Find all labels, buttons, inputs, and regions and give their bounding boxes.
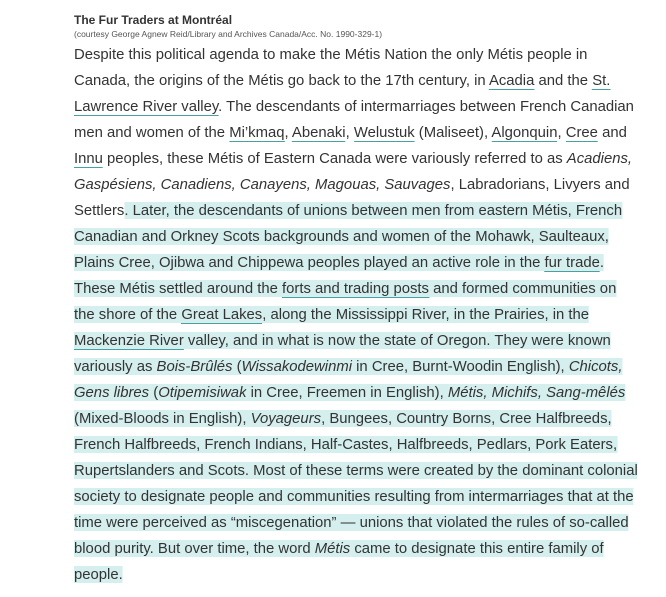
- text: Settlers: [74, 202, 125, 219]
- italic-text: Gens libres: [74, 384, 150, 401]
- text-line: [74, 484, 654, 510]
- highlighted-text: came to designate this entire family of: [350, 540, 604, 557]
- link-algonquin[interactable]: Algonquin: [491, 124, 558, 141]
- highlighted-text: Plains Cree, Ojibwa and Chippewa peoples played an active role in the: [74, 254, 545, 271]
- text-line: [74, 250, 654, 276]
- text: (Maliseet),: [414, 124, 492, 141]
- link-innu[interactable]: Innu: [74, 150, 103, 167]
- link-cree[interactable]: Cree: [565, 124, 598, 141]
- text-line: [74, 354, 654, 380]
- highlighted-text: . Later, the descendants of unions between men from eastern Métis, French: [124, 202, 623, 219]
- link-forts-trading-posts[interactable]: forts and trading posts: [282, 280, 429, 297]
- text-line: [74, 458, 654, 484]
- italic-text: Gaspésiens, Canadiens, Canayens, Magouas, Sauvages: [74, 176, 451, 193]
- text-line: [74, 536, 654, 562]
- highlighted-text: the shore of the: [74, 306, 182, 323]
- highlighted-text: and formed communities on: [428, 280, 617, 297]
- italic-text: Otipemisiwak: [158, 384, 247, 401]
- highlighted-text: (: [232, 358, 242, 375]
- highlighted-text: time were perceived as “miscegenation” — unions that violated the rules of so-called: [74, 514, 629, 531]
- article-excerpt: [74, 12, 660, 588]
- text: and the: [534, 72, 593, 89]
- text-line: [74, 380, 654, 406]
- link-great-lakes[interactable]: Great Lakes: [181, 306, 263, 323]
- italic-text: Métis, Michifs, Sang-mêlés: [447, 384, 626, 401]
- highlighted-text: variously as: [74, 358, 157, 375]
- link-abenaki[interactable]: Abenaki: [291, 124, 346, 141]
- text-line: [74, 224, 654, 250]
- link-st-lawrence[interactable]: St.: [592, 72, 611, 89]
- highlighted-text: valley, and in what is now the state of Oregon. They were known: [183, 332, 611, 349]
- highlighted-text: (: [149, 384, 159, 401]
- image-caption-credit: (courtesy George Agnew Reid/Library and Archives Canada/Acc. No. 1990-329-1): [74, 29, 383, 39]
- italic-text: Bois-Brûlés: [156, 358, 233, 375]
- text-line: [74, 510, 654, 536]
- text-line: [74, 94, 654, 120]
- highlighted-text: (Mixed-Bloods in English),: [74, 410, 251, 427]
- text-line: [74, 172, 654, 198]
- text: Canada, the origins of the Métis go back to the 17th century, in: [74, 72, 489, 89]
- text: Despite this political agenda to make the Métis Nation the only Métis people in: [74, 46, 588, 63]
- text: ,: [345, 124, 354, 141]
- link-welustuk[interactable]: Welustuk: [353, 124, 415, 141]
- highlighted-text: people.: [74, 566, 123, 583]
- text: , Labradorians, Livyers and: [450, 176, 630, 193]
- text-line: [74, 406, 654, 432]
- text: ,: [284, 124, 292, 141]
- image-caption-title: The Fur Traders at Montréal: [74, 13, 233, 27]
- highlighted-text: society to designate people and communities resulting from intermarriages that at the: [74, 488, 634, 505]
- link-st-lawrence[interactable]: Lawrence River valley: [74, 98, 219, 115]
- text: men and women of the: [74, 124, 230, 141]
- link-mackenzie-river[interactable]: Mackenzie River: [74, 332, 184, 349]
- link-mikmaq[interactable]: Mi’kmaq: [229, 124, 285, 141]
- text-line: [74, 276, 654, 302]
- highlighted-text: .: [599, 254, 604, 271]
- link-fur-trade[interactable]: fur trade: [544, 254, 600, 271]
- italic-text: Chicots,: [568, 358, 623, 375]
- italic-text: Wissakodewinmi: [241, 358, 353, 375]
- highlighted-text: , Bungees, Country Borns, Cree Halfbreeds,: [321, 410, 612, 427]
- text: and: [597, 124, 627, 141]
- highlighted-text: Rupertslanders and Scots. Most of these terms were created by the dominant colonial: [74, 462, 638, 479]
- text-line: [74, 42, 654, 68]
- link-acadia[interactable]: Acadia: [488, 72, 535, 89]
- highlighted-text: These Métis settled around the: [74, 280, 283, 297]
- highlighted-text: , along the Mississippi River, in the Prairies, in the: [262, 306, 590, 323]
- text: ,: [557, 124, 566, 141]
- text-line: [74, 562, 654, 588]
- text-line: [74, 302, 654, 328]
- highlighted-text: in Cree, Freemen in English),: [246, 384, 448, 401]
- italic-text: Métis: [314, 540, 351, 557]
- text-line: [74, 198, 654, 224]
- highlighted-text: Canadian and Orkney Scots backgrounds and women of the Mohawk, Saulteaux,: [74, 228, 609, 245]
- text-line: [74, 68, 654, 94]
- italic-text: Acadiens,: [566, 150, 633, 167]
- highlighted-text: blood purity. But over time, the word: [74, 540, 315, 557]
- highlighted-text: in Cree, Burnt-Woodin English),: [352, 358, 569, 375]
- text-line: [74, 328, 654, 354]
- text: . The descendants of intermarriages between French Canadian: [218, 98, 634, 115]
- body-paragraph: [74, 42, 660, 588]
- text-line: [74, 432, 654, 458]
- italic-text: Voyageurs: [250, 410, 322, 427]
- text-line: [74, 146, 654, 172]
- text-line: [74, 120, 654, 146]
- text: peoples, these Métis of Eastern Canada were variously referred to as: [102, 150, 567, 167]
- highlighted-text: French Halfbreeds, French Indians, Half-Castes, Halfbreeds, Pedlars, Pork Eaters,: [74, 436, 618, 453]
